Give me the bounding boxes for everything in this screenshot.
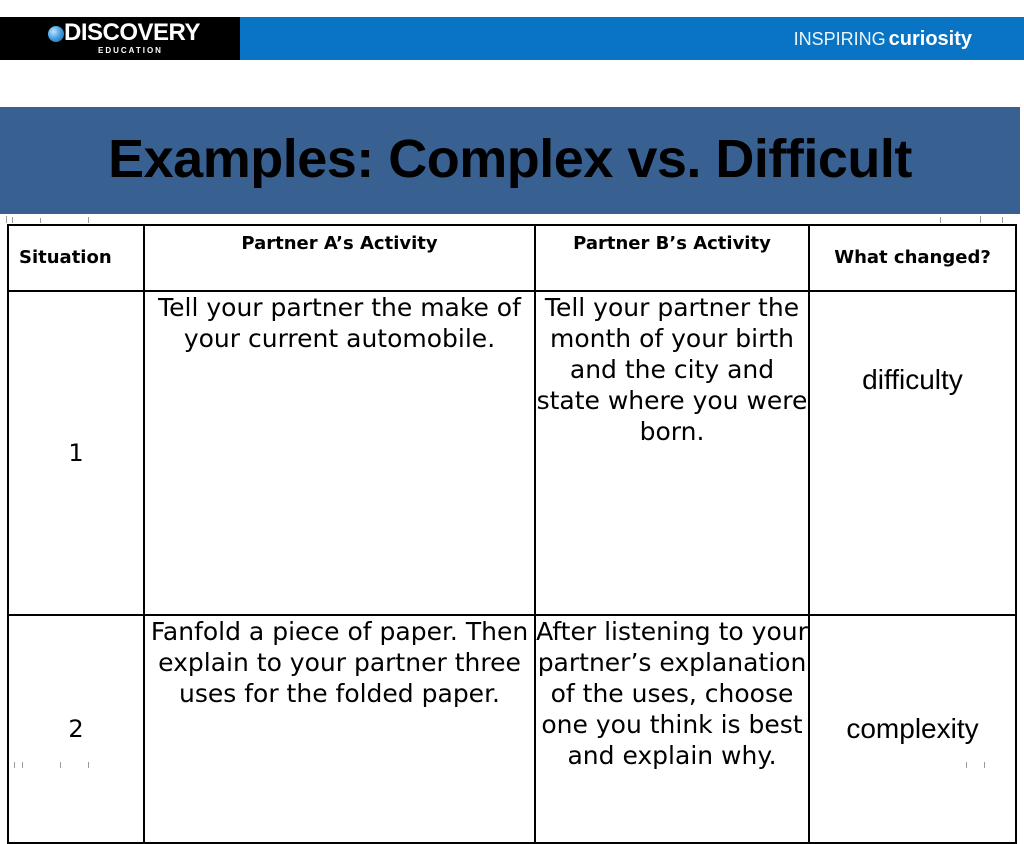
scan-artifact-bottom	[0, 762, 1024, 768]
table-header-row	[8, 225, 1016, 291]
what-changed: complexity	[809, 615, 1016, 843]
slide-title: Examples: Complex vs. Difficult	[108, 129, 912, 189]
header-situation: Situation	[8, 225, 144, 291]
situation-number: 2	[8, 615, 144, 843]
globe-icon	[48, 26, 64, 42]
activity-table	[7, 224, 1017, 844]
tagline-curiosity: curiosity	[888, 28, 972, 50]
header-what-changed: What changed?	[809, 225, 1016, 291]
header-bar	[0, 17, 1024, 60]
partner-a-activity: Fanfold a piece of paper. Then explain to your partner three uses for the folded paper.	[144, 615, 535, 843]
title-band	[0, 107, 1020, 214]
comparison-table	[7, 224, 1015, 770]
tagline-inspiring: INSPIRING	[793, 29, 886, 49]
scan-artifact-top	[0, 214, 1024, 224]
situation-number: 1	[8, 291, 144, 615]
partner-b-activity: After listening to your partner’s explanation of the uses, choose one you think is best and explain why.	[535, 615, 809, 843]
what-changed: difficulty	[809, 291, 1016, 615]
table-row	[8, 291, 1016, 615]
logo-subtext: EDUCATION	[98, 46, 163, 55]
tagline	[794, 28, 972, 52]
logo-wordmark: DISCOVERY	[64, 19, 200, 46]
header-partner-a: Partner A’s Activity	[144, 225, 535, 291]
discovery-education-logo	[0, 17, 240, 60]
table-row	[8, 615, 1016, 843]
partner-a-activity: Tell your partner the make of your current automobile.	[144, 291, 535, 615]
header-partner-b: Partner B’s Activity	[535, 225, 809, 291]
partner-b-activity: Tell your partner the month of your birth and the city and state where you were born.	[535, 291, 809, 615]
